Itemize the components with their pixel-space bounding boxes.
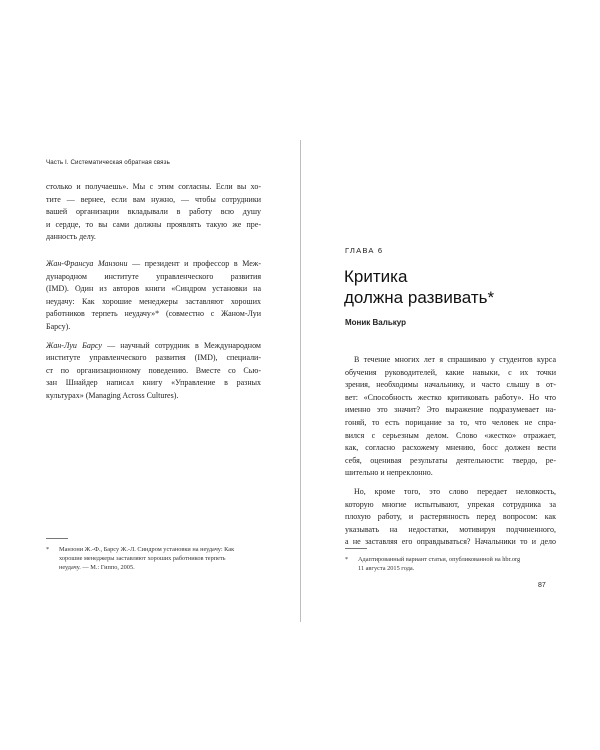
- footnote-mark: *: [345, 556, 349, 563]
- footnote: [345, 555, 521, 573]
- text-line: Жан-Франсуа Манзони — президент и профессор в Меж-: [46, 258, 261, 268]
- text-line: (IMD). Один из авторов книги «Синдром установки на: [46, 284, 261, 294]
- chapter-author: Моник Валькур: [345, 318, 406, 327]
- text-line: вился с серьезным делом. Слово «жестко» отражает,: [345, 430, 556, 440]
- text-line: В течение многих лет я спрашиваю у студентов курса: [354, 355, 556, 364]
- footnote-mark: *: [46, 546, 50, 553]
- chapter-title-line: Критика: [344, 267, 408, 286]
- text-line: столько и получаешь». Мы с этим согласны. Если вы хо-: [46, 182, 261, 191]
- text-line: зан Шнайдер написал книгу «Управление в разных: [46, 378, 261, 388]
- text-line: вашей организации вкладывали в работу всю душу: [46, 207, 261, 217]
- text-line: которую многие испытывают, упрекая сотрудника за: [345, 499, 556, 509]
- right-column-text: [345, 354, 556, 555]
- chapter-title: [344, 266, 494, 308]
- text-line: Жан-Луи Барсу — научный сотрудник в Международном: [46, 340, 261, 350]
- text-line: плохую работу, и растерянность перед вопросом: как: [345, 512, 556, 522]
- text-line: Барсу).: [46, 321, 71, 331]
- text-line: культурах» (Managing Across Cultures).: [46, 390, 179, 400]
- text-line: Но, кроме того, это слово передает неловкость,: [354, 486, 556, 496]
- text-line: обучения руководителей, какие навыки, с их точки: [345, 367, 556, 377]
- text-line: именно это значит? Это выражение подразумевает на-: [345, 405, 556, 415]
- footnote-line: хорошие менеджеры заставляют хороших работников терпеть: [59, 555, 226, 562]
- paragraph-1: [345, 354, 556, 480]
- text-line: как, согласно расхожему мнению, босс должен вести: [345, 443, 556, 453]
- text-line: ст по организационному поведению. Вместе со Сью-: [46, 365, 261, 375]
- bio-name: Жан-Луи Барсу: [46, 340, 102, 350]
- text-line: институте управленческого развития (IMD), специали-: [46, 353, 261, 363]
- text-line: данность делу.: [46, 232, 96, 242]
- left-column-text: [46, 181, 261, 409]
- page-gutter: [300, 140, 301, 622]
- text-line: и сердце, то вы сами должны проявлять такую же пре-: [46, 219, 261, 229]
- text-line: шительно и непреклонно.: [345, 468, 433, 478]
- footnote-line: 11 августа 2015 года.: [358, 565, 415, 572]
- running-head: Часть I. Систематическая обратная связь: [46, 159, 170, 166]
- bio-name: Жан-Франсуа Манзони: [46, 258, 128, 268]
- text-line: дународном институте управленческого развития: [46, 271, 261, 281]
- text-line: неудачу: Как хорошие менеджеры заставляют хороших: [46, 296, 261, 306]
- author-bio-manzoni: [46, 258, 261, 334]
- paragraph-2: [345, 486, 556, 549]
- footnote-rule: [345, 548, 367, 549]
- footnote-line: Манзони Ж.-Ф., Барсу Ж.-Л. Синдром установки на неудачу: Как: [59, 546, 235, 553]
- text-line: указывать на недостатки, мотивируя подчиненного,: [345, 524, 556, 534]
- chapter-label: ГЛАВА 6: [345, 246, 384, 255]
- chapter-title-line: должна развивать*: [344, 288, 495, 307]
- footnote-line: Адаптированный вариант статьи, опубликованной на hbr.org: [358, 556, 521, 563]
- text-line: а не заставляя его оправдываться? Начальники то и дело: [345, 537, 556, 547]
- text-line: вет: «Способность жестко критиковать работу». Но что: [345, 392, 556, 402]
- text-line: гоняй, то есть порицание за то, что человек не спра-: [345, 417, 556, 427]
- author-bio-barsoux: [46, 340, 261, 403]
- text-line: зрения, необходимы начальнику, и часто слышу в от-: [345, 380, 556, 390]
- text-line: себя, оценивая результаты деятельности: твердо, ре-: [345, 455, 556, 465]
- text-line: тите — вернее, если вам нужно, — чтобы сотрудники: [46, 194, 261, 204]
- text-line: работников терпеть неудачу»* (совместно с Жаном-Луи: [46, 309, 261, 319]
- footnote-rule: [46, 538, 68, 539]
- intro-paragraph: [46, 181, 261, 244]
- page-number: 87: [538, 582, 546, 589]
- footnote-line: неудачу. — М.: Гиппо, 2005.: [59, 564, 135, 571]
- footnote: [46, 545, 235, 572]
